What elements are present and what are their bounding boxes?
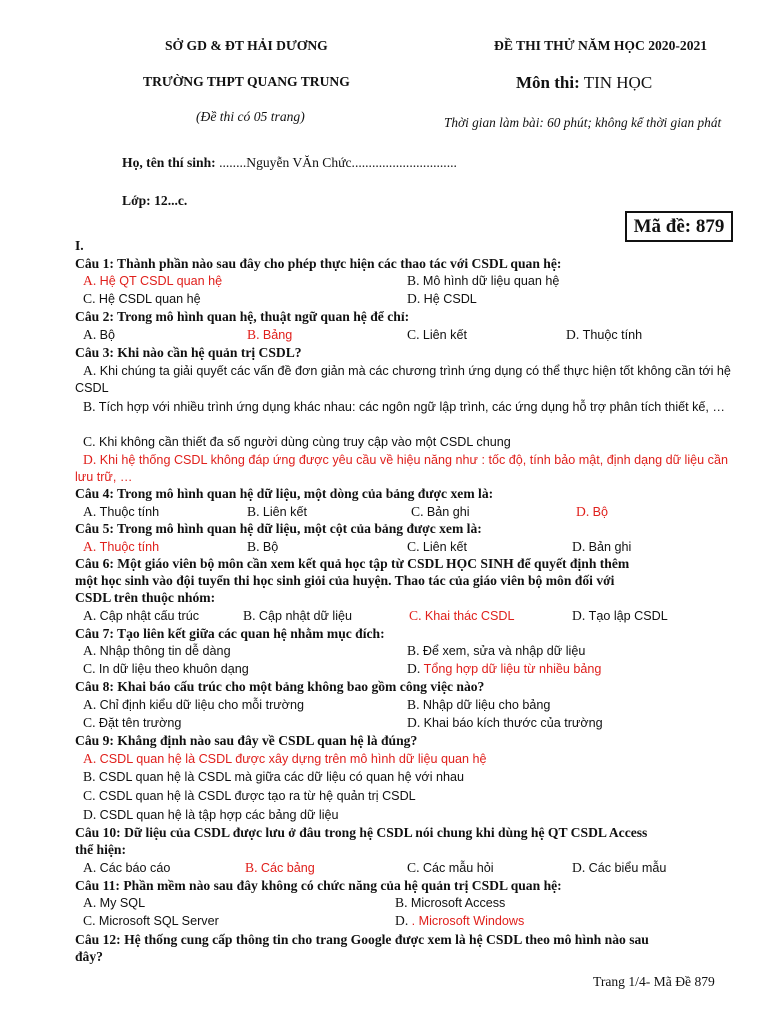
- option-text: My SQL: [99, 896, 146, 910]
- option-text: Cập nhật dữ liệu: [258, 609, 353, 623]
- q4-option-b: [247, 504, 307, 520]
- option-letter: C.: [83, 913, 96, 928]
- q5-option-a: [83, 539, 159, 555]
- option-text: Nhập thông tin dễ dàng: [99, 644, 231, 658]
- student-name-line: [122, 155, 457, 171]
- q11-option-b: [395, 895, 505, 911]
- option-text: Tạo lập CSDL: [588, 609, 668, 623]
- q9-option-d: [83, 807, 339, 823]
- option-text: Khai thác CSDL: [424, 609, 515, 623]
- option-text: Bản ghi: [588, 540, 632, 554]
- option-letter: B.: [245, 860, 258, 875]
- option-letter: C.: [83, 291, 96, 306]
- q1-option-d: [407, 291, 477, 307]
- q7-option-c: [83, 661, 249, 677]
- school-name: TRƯỜNG THPT QUANG TRUNG: [143, 74, 350, 89]
- option-letter: B.: [407, 697, 420, 712]
- q8-option-b: [407, 697, 550, 713]
- option-letter: D.: [83, 807, 97, 822]
- question-4: Câu 4: Trong mô hình quan hệ dữ liệu, một dòng của bảng được xem là:: [75, 486, 494, 501]
- option-text: CSDL quan hệ là tập hợp các bảng dữ liệu: [99, 808, 339, 822]
- option-letter: A.: [83, 697, 97, 712]
- q7-option-b: [407, 643, 585, 659]
- option-letter: C.: [409, 608, 422, 623]
- option-text: Cập nhật cấu trúc: [99, 609, 200, 623]
- option-letter: A.: [83, 327, 97, 342]
- option-text: Bộ: [592, 505, 609, 519]
- question-9: Câu 9: Khẳng định nào sau đây về CSDL quan hệ là đúng?: [75, 733, 418, 748]
- q5-option-c: [407, 539, 467, 555]
- option-text: Khai báo kích thước của trường: [423, 716, 603, 730]
- q11-option-c: [83, 913, 219, 929]
- option-letter: D.: [395, 913, 409, 928]
- question-12-line-2: đây?: [75, 949, 103, 964]
- q2-option-c: [407, 327, 467, 343]
- option-text: Mô hình dữ liệu quan hệ: [422, 274, 560, 288]
- q7-option-d: [407, 661, 601, 677]
- option-letter: C.: [83, 788, 96, 803]
- q6-option-c: [409, 608, 514, 624]
- exam-title: ĐỀ THI THỬ NĂM HỌC 2020-2021: [494, 38, 708, 53]
- option-text: CSDL quan hệ là CSDL được xây dựng trên mô hình dữ liệu quan hệ: [99, 752, 487, 766]
- q4-option-a: [83, 504, 159, 520]
- option-text: Microsoft SQL Server: [98, 914, 219, 928]
- q1-option-c: [83, 291, 201, 307]
- question-6-line-3: CSDL trên thuộc nhóm:: [75, 590, 216, 605]
- question-6-line-2: một học sinh vào đội tuyển thi học sinh giỏi của huyện. Thao tác của giáo viên bộ môn đối với: [75, 573, 615, 588]
- option-letter: B.: [243, 608, 256, 623]
- option-letter: D.: [572, 608, 586, 623]
- option-letter: B.: [247, 539, 260, 554]
- option-text: CSDL quan hệ là CSDL được tạo ra từ hệ quản trị CSDL: [98, 789, 416, 803]
- q10-option-c: [407, 860, 494, 876]
- subject-value: TIN HỌC: [583, 73, 653, 92]
- q3-option-c: [75, 433, 735, 451]
- q3-option-b: [75, 398, 735, 416]
- q10-option-b: [245, 860, 315, 876]
- option-text: Liên kết: [422, 540, 467, 554]
- q7-option-a: [83, 643, 231, 659]
- q6-option-a: [83, 608, 199, 624]
- pages-note: (Đề thi có 05 trang): [196, 109, 305, 124]
- option-letter: D.: [407, 291, 421, 306]
- option-letter: B.: [83, 399, 96, 414]
- option-letter: C.: [407, 539, 420, 554]
- q3-option-a: [75, 362, 735, 397]
- class-line: [122, 193, 187, 209]
- option-letter: D.: [572, 860, 586, 875]
- option-letter: A.: [83, 273, 97, 288]
- subject-line: [516, 73, 652, 93]
- option-letter: A.: [83, 860, 97, 875]
- q8-option-a: [83, 697, 304, 713]
- student-name-value: ........Nguyễn VĂn Chức...............................: [219, 155, 457, 170]
- option-letter: B.: [407, 643, 420, 658]
- question-6: Câu 6: Một giáo viên bộ môn cần xem kết quả học tập từ CSDL HỌC SINH để quyết định thêm: [75, 556, 630, 571]
- option-letter: D.: [407, 661, 421, 676]
- q9-option-b: [83, 769, 464, 785]
- option-text: Nhập dữ liệu cho bảng: [422, 698, 551, 712]
- q3-option-d: [75, 451, 735, 486]
- option-letter: B.: [83, 769, 96, 784]
- option-letter: B.: [407, 273, 420, 288]
- q4-option-c: [411, 504, 470, 520]
- q2-option-d: [566, 327, 642, 343]
- option-text: Khi chúng ta giải quyết các vấn đề đơn giản mà các chương trình ứng dụng có thể thực hiện tốt không cần tới hệ CSDL: [75, 364, 731, 395]
- q10-option-d: [572, 860, 666, 876]
- option-text: Bộ: [262, 540, 279, 554]
- q9-option-c: [83, 788, 416, 804]
- option-letter: D.: [407, 715, 421, 730]
- option-text: Thuộc tính: [582, 328, 643, 342]
- department-name: SỞ GD & ĐT HẢI DƯƠNG: [165, 38, 328, 53]
- option-letter: C.: [83, 661, 96, 676]
- question-10: Câu 10: Dữ liệu của CSDL được lưu ở đâu trong hệ CSDL nói chung khi dùng hệ QT CSDL Access: [75, 825, 648, 840]
- option-text: Các biểu mẫu: [588, 861, 667, 875]
- q11-option-d: [395, 913, 524, 929]
- option-text: Bảng: [262, 328, 293, 342]
- q1-option-b: [407, 273, 559, 289]
- q8-option-d: [407, 715, 603, 731]
- time-note: Thời gian làm bài: 60 phút; không kể thời gian phát: [444, 115, 722, 130]
- option-text: In dữ liệu theo khuôn dạng: [98, 662, 249, 676]
- question-10-line-2: thể hiện:: [75, 842, 126, 857]
- option-text: Các báo cáo: [99, 861, 171, 875]
- q5-option-d: [572, 539, 631, 555]
- option-text: Thuộc tính: [99, 540, 160, 554]
- question-8: Câu 8: Khai báo cấu trúc cho một bảng không bao gồm công việc nào?: [75, 679, 485, 694]
- option-text: Tổng hợp dữ liệu từ nhiều bảng: [423, 662, 602, 676]
- student-name-label: Họ, tên thí sinh:: [122, 155, 216, 170]
- option-letter: A.: [83, 643, 97, 658]
- exam-code-box: Mã đề: 879: [625, 211, 733, 242]
- option-text: Thuộc tính: [99, 505, 160, 519]
- option-text: Microsoft Access: [410, 896, 506, 910]
- option-letter: C.: [411, 504, 424, 519]
- q11-option-a: [83, 895, 145, 911]
- option-letter: C.: [83, 434, 96, 449]
- question-5: Câu 5: Trong mô hình quan hệ dữ liệu, một cột của bảng được xem là:: [75, 521, 482, 536]
- option-text: Chỉ định kiểu dữ liệu cho mỗi trường: [99, 698, 304, 712]
- page-footer: Trang 1/4- Mã Đề 879: [593, 974, 715, 989]
- question-12: Câu 12: Hệ thống cung cấp thông tin cho trang Google được xem là hệ CSDL theo mô hình nào sau: [75, 932, 649, 947]
- q10-option-a: [83, 860, 170, 876]
- option-text: CSDL quan hệ là CSDL mà giữa các dữ liệu có quan hệ với nhau: [98, 770, 465, 784]
- question-11: Câu 11: Phần mềm nào sau đây không có chức năng của hệ quản trị CSDL quan hệ:: [75, 878, 562, 893]
- option-text: Khi hệ thống CSDL không đáp ứng được yêu cầu về hiệu năng như : tốc độ, tính bảo mật, định dạng dữ liệu cần lưu trữ, …: [75, 453, 728, 484]
- option-letter: D.: [566, 327, 580, 342]
- option-letter: B.: [395, 895, 408, 910]
- option-letter: D.: [572, 539, 586, 554]
- subject-label: Môn thi:: [516, 73, 580, 92]
- q9-option-a: [83, 751, 487, 767]
- class-label: Lớp:: [122, 193, 151, 208]
- option-letter: A.: [83, 895, 97, 910]
- option-letter: B.: [247, 327, 260, 342]
- q1-option-a: [83, 273, 222, 289]
- option-text: Các bảng: [260, 861, 315, 875]
- option-letter: A.: [83, 504, 97, 519]
- section-label: I.: [75, 238, 84, 253]
- q2-option-b: [247, 327, 292, 343]
- option-letter: B.: [247, 504, 260, 519]
- option-letter: D.: [83, 452, 97, 467]
- option-text: Hệ QT CSDL quan hệ: [99, 274, 223, 288]
- option-text: Bộ: [99, 328, 116, 342]
- option-letter: C.: [407, 860, 420, 875]
- option-letter: A.: [83, 363, 97, 378]
- option-text: Để xem, sửa và nhập dữ liệu: [422, 644, 586, 658]
- option-text: Đặt tên trường: [98, 716, 182, 730]
- option-text: Bản ghi: [426, 505, 470, 519]
- option-text: Liên kết: [422, 328, 467, 342]
- q6-option-d: [572, 608, 668, 624]
- option-letter: A.: [83, 608, 97, 623]
- q2-option-a: [83, 327, 115, 343]
- option-letter: A.: [83, 751, 97, 766]
- option-text: Tích hợp với nhiều trình ứng dụng khác nhau: các ngôn ngữ lập trình, các ứng dụng hỗ trợ phân tích thiết kế, …: [98, 400, 726, 414]
- option-text: Hệ CSDL quan hệ: [98, 292, 201, 306]
- option-letter: C.: [407, 327, 420, 342]
- q6-option-b: [243, 608, 352, 624]
- option-text: . Microsoft Windows: [411, 914, 525, 928]
- question-1: Câu 1: Thành phần nào sau đây cho phép thực hiện các thao tác với CSDL quan hệ:: [75, 256, 562, 271]
- option-text: Liên kết: [262, 505, 307, 519]
- option-letter: D.: [576, 504, 590, 519]
- q8-option-c: [83, 715, 181, 731]
- question-3: Câu 3: Khi nào cần hệ quản trị CSDL?: [75, 345, 302, 360]
- option-letter: C.: [83, 715, 96, 730]
- option-text: Khi không cần thiết đa số người dùng cùng truy cập vào một CSDL chung: [98, 435, 511, 449]
- class-value: 12...c.: [154, 193, 188, 208]
- question-7: Câu 7: Tạo liên kết giữa các quan hệ nhằm mục đích:: [75, 626, 385, 641]
- option-letter: A.: [83, 539, 97, 554]
- option-text: Hệ CSDL: [423, 292, 477, 306]
- q4-option-d: [576, 504, 608, 520]
- option-text: Các mẫu hỏi: [422, 861, 494, 875]
- q5-option-b: [247, 539, 278, 555]
- question-2: Câu 2: Trong mô hình quan hệ, thuật ngữ quan hệ để chỉ:: [75, 309, 410, 324]
